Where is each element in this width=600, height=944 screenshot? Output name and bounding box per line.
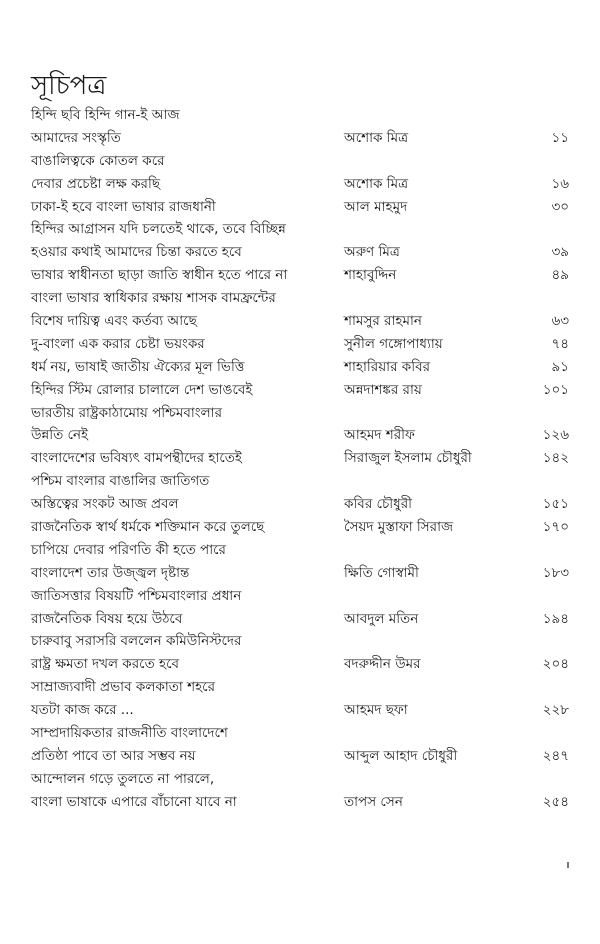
toc-entry-author: শাহারিয়ার কবির (344, 358, 431, 375)
toc-entry (31, 791, 571, 814)
toc-entry-page-number: ১৬ (551, 175, 569, 192)
toc-entry-author: শাহাবুদ্দিন (344, 267, 397, 284)
toc-entry-page-number: ৩০ (551, 198, 569, 215)
toc-entry-page-number: ৬৩ (551, 313, 569, 330)
toc-entry (31, 424, 571, 447)
toc-entry-title: রাজনৈতিক বিষয় হয়ে উঠবে (31, 610, 183, 627)
toc-entry (31, 608, 571, 631)
toc-entry (31, 379, 571, 402)
toc-entry-page-number: ১৭০ (542, 519, 569, 536)
toc-entry (31, 539, 571, 562)
toc-entry-title: হিন্দি ছবি হিন্দি গান-ই আজ (31, 107, 180, 123)
toc-entry-author: আল মাহমুদ (344, 198, 408, 215)
toc-entry-title: বাংলাদেশের ভবিষ্যৎ বামপন্থীদের হাতেই (31, 450, 242, 467)
toc-entry (31, 470, 571, 493)
toc-entry (31, 402, 571, 425)
toc-entry (31, 310, 571, 333)
toc-entry-author: সিরাজুল ইসলাম চৌধুরী (344, 450, 472, 467)
toc-entry-page-number: ১৯৪ (542, 610, 569, 627)
page-folio-mark (567, 862, 569, 868)
toc-entry-title: হিন্দির স্টিম রোলার চালালে দেশ ভাঙবেই (31, 381, 253, 398)
toc-entry-author: অশোক মিত্র (344, 175, 409, 192)
toc-entry-author: বদরুদ্দীন উমর (344, 656, 421, 673)
toc-entry-title: ধর্ম নয়, ভাষাই জাতীয় ঐক্যের মূল ভিত্তি (31, 358, 245, 375)
toc-entry-page-number: ২৫৪ (542, 793, 569, 810)
toc-entry (31, 196, 571, 219)
toc-entry (31, 150, 571, 173)
toc-entry-title: পশ্চিম বাংলার বাঙালির জাতিগত (31, 473, 210, 490)
toc-entry-title: ঢাকা-ই হবে বাংলা ভাষার রাজধানী (31, 198, 216, 215)
toc-entry-page-number: ১১ (551, 129, 569, 146)
toc-entry (31, 699, 571, 722)
toc-entry (31, 241, 571, 264)
toc-entry-title: যতটা কাজ করে ... (31, 702, 134, 719)
toc-entry-title: ভাষার স্বাধীনতা ছাড়া জাতি স্বাধীন হতে পারে না (31, 267, 288, 284)
toc-entry-author: তাপস সেন (344, 793, 403, 810)
toc-entry-title: জাতিসত্তার বিষয়টি পশ্চিমবাংলার প্রধান (31, 587, 242, 604)
toc-entry (31, 516, 571, 539)
toc-entry (31, 173, 571, 196)
toc-entry-title: বাংলাদেশ তার উজ্জ্বল দৃষ্টান্ত (31, 564, 190, 581)
toc-entry-title: আমাদের সংস্কৃতি (31, 129, 121, 146)
toc-entry-title: সাম্রাজ্যবাদী প্রভাব কলকাতা শহরে (31, 679, 216, 696)
toc-entry (31, 676, 571, 699)
toc-entry-author: আহমদ শরীফ (344, 427, 415, 444)
toc-entry-title: বাংলা ভাষার স্বাধিকার রক্ষায় শাসক বামফ্রন্টের (31, 290, 276, 307)
toc-entry-title: প্রতিষ্ঠা পাবে তা আর সম্ভব নয় (31, 747, 196, 764)
toc-entry-page-number: ২০৪ (542, 656, 569, 673)
toc-entry (31, 218, 571, 241)
toc-entry-author: আবদুল মতিন (344, 610, 419, 627)
toc-entry-title: রাষ্ট্র ক্ষমতা দখল করতে হবে (31, 656, 180, 673)
toc-entry-author: সুনীল গঙ্গোপাধ্যায় (344, 335, 443, 352)
toc-entry-author: শামসুর রাহমান (344, 313, 422, 330)
toc-entry-page-number: ১৫১ (542, 496, 569, 513)
toc-entry (31, 722, 571, 745)
toc-entry-page-number: ৪৯ (551, 267, 569, 284)
toc-entry (31, 653, 571, 676)
toc-entry-title: হিন্দির আগ্রাসন যদি চলতেই থাকে, তবে বিচ্ছিন্ন (31, 221, 286, 238)
toc-entry (31, 493, 571, 516)
toc-entry-page-number: ১২৬ (542, 427, 569, 444)
toc-entry (31, 356, 571, 379)
toc-entry-title: উন্নতি নেই (31, 427, 89, 444)
toc-entry-author: কবির চৌধুরী (344, 496, 413, 513)
page-title: সূচিপত্র (31, 71, 107, 102)
toc-entry-title: আন্দোলন গড়ে তুলতে না পারলে, (31, 770, 215, 787)
table-of-contents (31, 104, 571, 814)
toc-entry (31, 104, 571, 127)
toc-entry-author: আহমদ ছফা (344, 702, 408, 719)
toc-entry (31, 264, 571, 287)
toc-entry-title: সাম্প্রদায়িকতার রাজনীতি বাংলাদেশে (31, 725, 228, 742)
toc-entry-author: আব্দুল আহাদ চৌধুরী (344, 747, 458, 764)
toc-entry-title: দেবার প্রচেষ্টা লক্ষ করছি (31, 175, 161, 192)
toc-entry-page-number: ৭৪ (551, 335, 569, 352)
toc-entry-title: চারুবাবু সরাসরি বললেন কমিউনিস্টদের (31, 633, 242, 650)
toc-entry-title: বিশেষ দায়িত্ব এবং কর্তব্য আছে (31, 313, 197, 330)
toc-entry-author: অন্নদাশঙ্কর রায় (344, 381, 422, 398)
toc-entry (31, 447, 571, 470)
toc-entry-title: হওয়ার কথাই আমাদের চিন্তা করতে হবে (31, 244, 242, 261)
toc-entry-page-number: ১৪২ (542, 450, 569, 467)
toc-entry-title: দু-বাংলা এক করার চেষ্টা ভয়ংকর (31, 335, 205, 352)
toc-entry (31, 562, 571, 585)
toc-entry-author: অরুণ মিত্র (344, 244, 400, 261)
toc-entry-page-number: ২৪৭ (542, 747, 569, 764)
toc-entry (31, 127, 571, 150)
toc-entry (31, 745, 571, 768)
toc-entry-title: চাপিয়ে দেবার পরিণতি কী হতে পারে (31, 541, 226, 558)
toc-entry-author: অশোক মিত্র (344, 129, 409, 146)
toc-entry-title: বাংলা ভাষাকে এপারে বাঁচানো যাবে না (31, 793, 237, 810)
toc-entry-page-number: ১০১ (542, 381, 569, 398)
toc-entry-page-number: ৩৯ (551, 244, 569, 261)
toc-entry-title: অস্তিত্বের সংকট আজ প্রবল (31, 496, 179, 513)
toc-entry-title: রাজনৈতিক স্বার্থ ধর্মকে শক্তিমান করে তুলছে (31, 519, 265, 536)
toc-entry-title: ভারতীয় রাষ্ট্রকাঠামোয় পশ্চিমবাংলার (31, 404, 223, 421)
toc-entry-author: ক্ষিতি গোস্বামী (344, 564, 419, 581)
toc-entry (31, 287, 571, 310)
toc-entry (31, 768, 571, 791)
toc-entry-author: সৈয়দ মুস্তাফা সিরাজ (344, 519, 454, 536)
toc-entry-title: বাঙালিত্বকে কোতল করে (31, 152, 165, 169)
toc-entry-page-number: ৯১ (551, 358, 569, 375)
toc-entry-page-number: ২২৮ (542, 702, 569, 719)
toc-entry-page-number: ১৮৩ (542, 564, 569, 581)
toc-entry (31, 630, 571, 653)
toc-entry (31, 585, 571, 608)
toc-entry (31, 333, 571, 356)
